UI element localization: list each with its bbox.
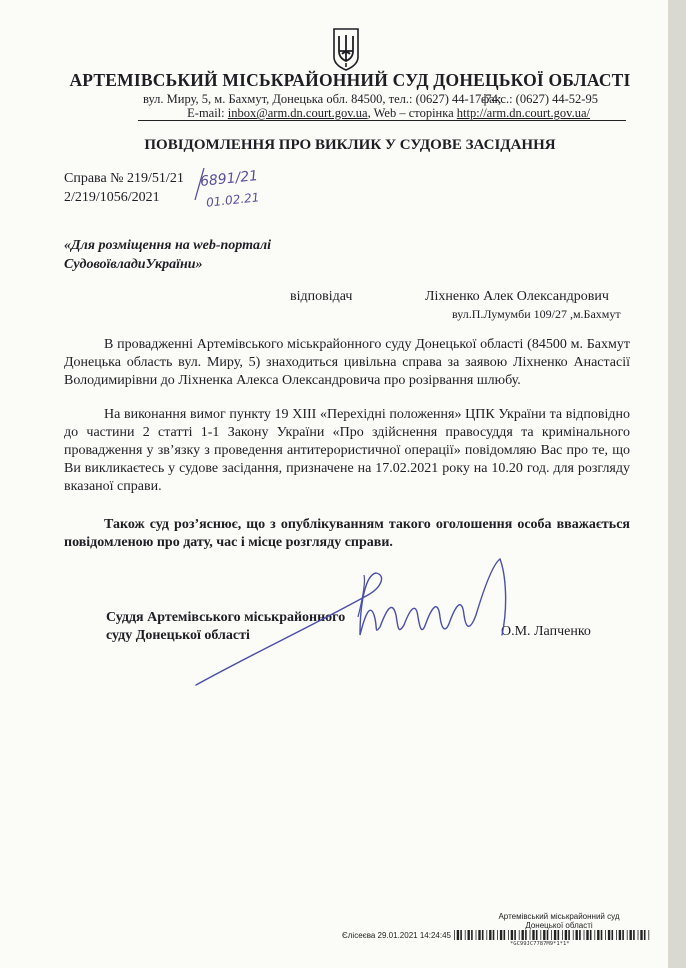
registry-court-line1: Артемівський міськрайонний суд xyxy=(498,912,620,921)
barcode xyxy=(454,930,652,940)
web-link[interactable]: http://arm.dn.court.gov.ua/ xyxy=(456,106,590,120)
registry-court-line2: Донецької області xyxy=(525,921,593,930)
paragraph-3-text: Також суд роз’яснює, що з опублікуванням такого оголошення особа вважається повідомленою про дату, час і місце розгляду справи. xyxy=(64,517,630,550)
portal-note-line1: «Для розміщення на web-порталі xyxy=(64,238,272,253)
respondent-address: вул.П.Лумумби 109/27 ,м.Бахмут xyxy=(452,307,621,321)
judge-position-line1: Суддя Артемівського міськрайонного xyxy=(106,610,346,625)
paragraph-1-text: В провадженні Артемівського міськрайонного суду Донецької області (84500 м. Бахмут Донецька область вул. Миру, 5) знаходиться цивільна справа за заявою Ліхненко Анастасії Володимирівни до Ліхненка Алекса Олександровича про розірвання шлюбу. xyxy=(64,337,630,388)
handwritten-reference: 6891/21 xyxy=(199,168,259,190)
email-link[interactable]: inbox@arm.dn.court.gov.ua xyxy=(227,106,368,120)
respondent-name: Ліхненко Алек Олександрович xyxy=(425,289,609,304)
paragraph-2-text: На виконання вимог пункту 19 ХІІІ «Перехідні положення» ЦПК України та відповідно до частини 2 статті 1-1 Закону України «Про здійснення правосуддя та кримінального провадження у зв’язку з проведення антитерористичної операції» повідомляю Вас про те, що Ви викликаєтесь у судове засідання, призначене на 17.02.2021 року на 10.20 год. для розгляду вказаної справи. xyxy=(64,407,630,494)
handwritten-date: 01.02.21 xyxy=(205,190,261,210)
barcode-text: *GC99JC7787M9*1*1* xyxy=(510,941,570,947)
portal-note-line2: СудовоївладиУкраїни» xyxy=(64,257,203,272)
registration-info: Єлісеєва 29.01.2021 14:24:45 xyxy=(342,931,451,940)
respondent-role: відповідач xyxy=(290,289,353,304)
contact-line xyxy=(120,106,590,121)
court-name: АРТЕМІВСЬКИЙ МІСЬКРАЙОННИЙ СУД ДОНЕЦЬКОЇ ОБЛАСТІ xyxy=(69,70,631,90)
case-number: Справа № 219/51/21 xyxy=(64,171,184,186)
email-label: E-mail: xyxy=(187,106,225,120)
document-title: ПОВІДОМЛЕННЯ ПРО ВИКЛИК У СУДОВЕ ЗАСІДАННЯ xyxy=(144,137,556,153)
court-fax: факс.: (0627) 44-52-95 xyxy=(481,92,598,106)
proceeding-number: 2/219/1056/2021 xyxy=(64,190,160,205)
trident-emblem-icon xyxy=(329,27,363,71)
handwritten-signature xyxy=(160,555,520,690)
body-paragraph-1 xyxy=(64,336,630,390)
judge-position-line2: суду Донецької області xyxy=(106,628,250,643)
header-divider xyxy=(138,120,626,121)
court-address: вул. Миру, 5, м. Бахмут, Донецька обл. 84500, тел.: (0627) 44-17-74; xyxy=(143,92,502,106)
web-label: , Web – сторінка xyxy=(367,106,454,120)
judge-name: О.М. Лапченко xyxy=(501,624,591,639)
registry-stamp xyxy=(474,912,644,930)
body-paragraph-3 xyxy=(64,516,630,552)
body-paragraph-2 xyxy=(64,406,630,496)
scan-edge xyxy=(668,0,686,968)
